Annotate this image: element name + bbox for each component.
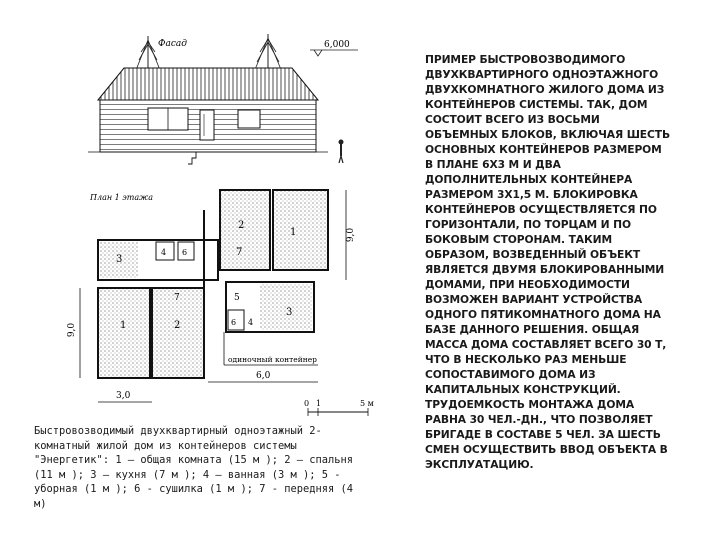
slide-body-text: ПРИМЕР БЫСТРОВОЗВОДИМОГО ДВУХКВАРТИРНОГО ОДНОЭТАЖНОГО ДВУХКОМНАТНОГО ЖИЛОГО ДОМА ИЗ КОНТЕЙНЕРОВ СИСТЕМЫ. ТАК, ДОМ СОСТОИТ ВСЕГО ИЗ ВОСЬМИ ОБЪЕМНЫХ БЛОКОВ, ВКЛЮЧАЯ ШЕСТЬ ОСНОВНЫХ КОНТЕЙНЕРОВ РАЗМЕРОМ В ПЛАНЕ 6Х3 М И ДВА ДОПОЛНИТЕЛЬНЫХ КОНТЕЙНЕРА РАЗМЕРОМ 3Х1,5 М. БЛОКИРОВКА КОНТЕЙНЕРОВ ОСУЩЕСТВЛЯЕТСЯ ПО ГОРИЗОНТАЛИ, ПО ТОРЦАМ И ПО БОКОВЫМ СТОРОНАМ. ТАКИМ ОБРАЗОМ, ВОЗВЕДЕННЫЙ ОБЪЕКТ ЯВЛЯЕТСЯ ДВУМЯ БЛОКИРОВАННЫМИ ДОМАМИ, ПРИ НЕОБХОДИМОСТИ ВОЗМОЖЕН ВАРИАНТ УСТРОЙСТВА ОДНОГО ПЯТИКОМНАТНОГО ДОМА НА БАЗЕ ДАННОГО РЕШЕНИЯ. ОБЩАЯ МАССА ДОМА СОСТАВЛЯЕТ ВСЕГО 30 Т, ЧТО В НЕСКОЛЬКО РАЗ МЕНЬШЕ СОПОСТАВИМОГО ДОМА ИЗ КАПИТАЛЬНЫХ КОНСТРУКЦИЙ. ТРУДОЕМКОСТЬ МОНТАЖА ДОМА РАВНА 30 ЧЕЛ.-ДН., ЧТО ПОЗВОЛЯЕТ БРИГАДЕ В СОСТАВЕ 5 ЧЕЛ. ЗА ШЕСТЬ СМЕН ОСУЩЕСТВИТЬ ВВОД ОБЪЕКТА В ЭКСПЛУАТАЦИЮ. — [425, 53, 670, 471]
scale-bar — [304, 399, 374, 416]
room-number: 4 — [161, 248, 167, 257]
room-number: 7 — [236, 247, 243, 258]
scale-0: 0 — [304, 399, 310, 408]
dim-3-0: 3,0 — [116, 391, 131, 401]
room-number: 3 — [116, 254, 123, 265]
room-number: 1 — [290, 227, 297, 238]
container-callout: одиночный контейнер — [228, 355, 317, 364]
room-number: 4 — [248, 318, 254, 327]
dim-6-0: 6,0 — [256, 371, 271, 381]
dim-right: 9,0 — [346, 227, 356, 243]
window — [238, 110, 260, 128]
roof — [98, 68, 318, 100]
room-number: 2 — [174, 320, 181, 331]
room-number: 3 — [286, 307, 293, 318]
slide-top-margin — [0, 0, 720, 22]
facade-label: Фасад — [158, 39, 187, 49]
room-number: 6 — [182, 248, 188, 257]
facade-elevation — [88, 34, 358, 164]
container-room-1-left — [98, 288, 150, 378]
container-room-2 — [220, 190, 270, 270]
figure-caption: Быстровозводимый двухквартирный одноэтажный 2-комнатный жилой дом из контейнеров системы "Энергетик": 1 — общая комната (15 м ); 2 — спальня (11 м ); 3 — кухня (7 м ); 4 — ванная (3 м ); 5 - уборная (1 м ); 6 - сушилка (1 м ); 7 - передняя (4 м) — [34, 425, 354, 510]
scale-1: 1 — [316, 399, 322, 408]
door — [200, 110, 214, 140]
scale-5: 5 м — [360, 399, 374, 408]
height-mark — [310, 40, 358, 56]
steps — [188, 152, 196, 164]
person-figure — [339, 140, 344, 164]
house-drawing — [28, 30, 388, 425]
height-dim-label: 6,000 — [324, 40, 350, 50]
room-number: 1 — [120, 320, 127, 331]
room-number: 7 — [174, 293, 180, 303]
slide-left-margin — [0, 0, 10, 540]
room-number: 5 — [234, 293, 240, 303]
room-number: 6 — [231, 318, 237, 327]
floor-plan — [67, 190, 374, 416]
dim-left: 9,0 — [67, 322, 77, 338]
container-room-1 — [273, 190, 328, 270]
plan-label: План 1 этажа — [90, 193, 153, 202]
room-number: 2 — [238, 220, 245, 231]
